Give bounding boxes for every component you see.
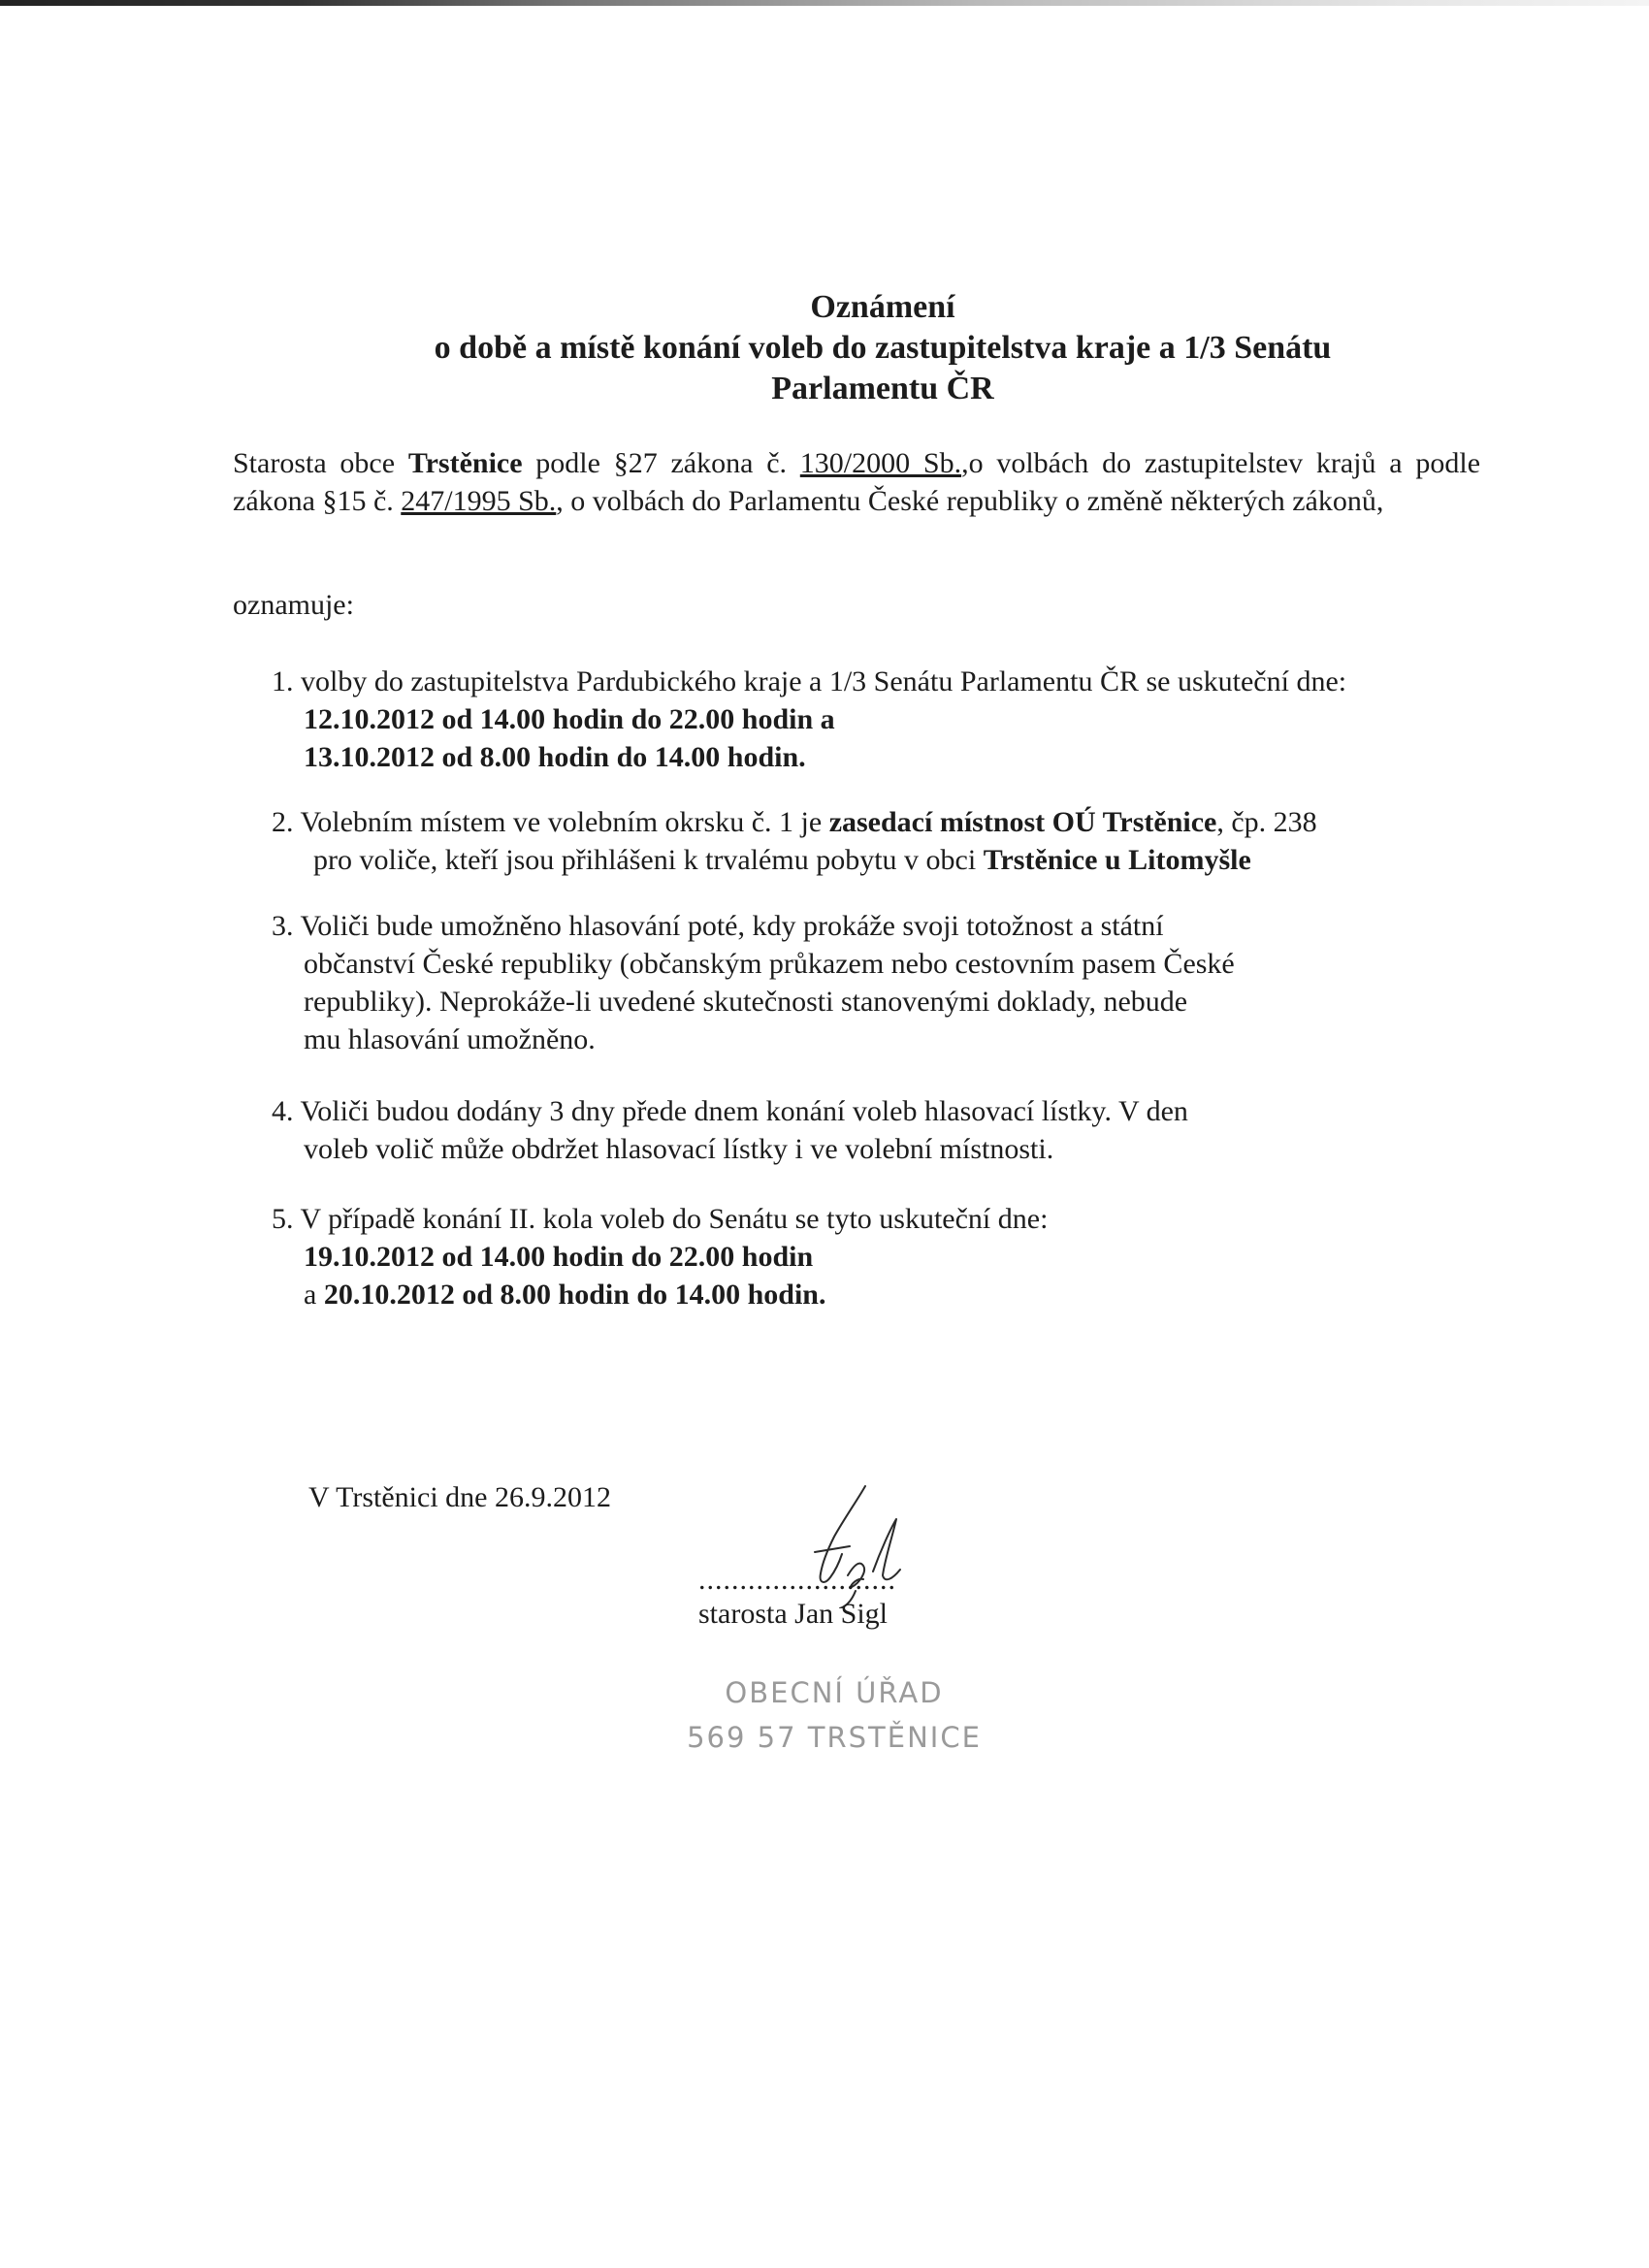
signature-dots: ........................ <box>698 1564 896 1596</box>
item-4-line-1: 4. Voliči budou dodány 3 dny přede dnem konání voleb hlasovací lístky. V den <box>272 1095 1188 1127</box>
list-item-2 <box>272 803 1494 879</box>
title-line-1: Oznámení <box>810 289 955 325</box>
list-item-5 <box>272 1200 1494 1313</box>
item-5-line-3 <box>272 1276 1494 1313</box>
item-1-line-2: 12.10.2012 od 14.00 hodin do 22.00 hodin a <box>304 703 835 735</box>
item-5-line-2: 19.10.2012 od 14.00 hodin do 22.00 hodin <box>304 1241 814 1273</box>
intro-law-2: 247/1995 Sb. <box>401 485 557 517</box>
list-item-1 <box>272 663 1494 776</box>
item-1-line-3: 13.10.2012 od 8.00 hodin do 14.00 hodin. <box>304 741 806 773</box>
title-line-2: o době a místě konání voleb do zastupitelstva kraje a 1/3 Senátu <box>434 330 1332 366</box>
item-5-text-a: a <box>304 1279 324 1311</box>
intro-text-3: ,o volbách do zastupitelstev krajů a podle zákona §15 č. <box>233 447 1481 517</box>
item-2-place: zasedací místnost OÚ Trstěnice <box>828 806 1217 838</box>
item-2-village: Trstěnice u Litomyšle <box>983 844 1251 876</box>
item-5-date-2: 20.10.2012 od 8.00 hodin do 14.00 hodin. <box>323 1279 826 1311</box>
intro-text-1: Starosta obce <box>233 447 408 479</box>
intro-paragraph <box>233 444 1480 520</box>
title-line-3: Parlamentu ČR <box>771 371 994 406</box>
list-item-3 <box>272 907 1494 1058</box>
office-stamp <box>679 1670 989 1760</box>
announce-heading: oznamuje: <box>233 589 354 621</box>
item-3-line-2: občanství České republiky (občanským průkazem nebo cestovním pasem České <box>304 948 1235 980</box>
place-date: V Trstěnici dne 26.9.2012 <box>308 1481 611 1513</box>
item-2-text-d: pro voliče, kteří jsou přihlášeni k trvalému pobytu v obci <box>313 844 984 876</box>
signer-name: starosta Jan Sigl <box>698 1598 888 1630</box>
intro-text-4: , o volbách do Parlamentu České republiky o změně některých zákonů, <box>556 485 1384 517</box>
item-3-line-3: republiky). Neprokáže-li uvedené skutečnosti stanovenými doklady, nebude <box>304 986 1188 1018</box>
item-3-line-4: mu hlasování umožněno. <box>304 1023 596 1055</box>
item-2-line-1 <box>272 803 1494 841</box>
list-item-4 <box>272 1092 1494 1168</box>
item-2-text-c: , čp. 238 <box>1216 806 1317 838</box>
item-3-line-1: 3. Voliči bude umožněno hlasování poté, kdy prokáže svoji totožnost a státní <box>272 910 1164 942</box>
item-1-line-1: 1. volby do zastupitelstva Pardubického kraje a 1/3 Senátu Parlamentu ČR se uskuteční dne: <box>272 665 1347 697</box>
item-4-line-2: voleb volič může obdržet hlasovací lístky i ve volební místnosti. <box>304 1133 1054 1165</box>
stamp-line-2: 569 57 TRSTĚNICE <box>687 1721 982 1754</box>
intro-municipality: Trstěnice <box>407 447 523 479</box>
item-2-text-a: 2. Volebním místem ve volebním okrsku č. 1 je <box>272 806 829 838</box>
intro-law-1: 130/2000 Sb. <box>799 447 962 479</box>
stamp-line-1: OBECNÍ ÚŘAD <box>725 1676 944 1709</box>
intro-text-2: podle §27 zákona č. <box>522 447 800 479</box>
item-5-line-1: 5. V případě konání II. kola voleb do Senátu se tyto uskuteční dne: <box>272 1203 1049 1235</box>
item-2-line-2 <box>272 841 1494 879</box>
document-title <box>0 287 1649 409</box>
